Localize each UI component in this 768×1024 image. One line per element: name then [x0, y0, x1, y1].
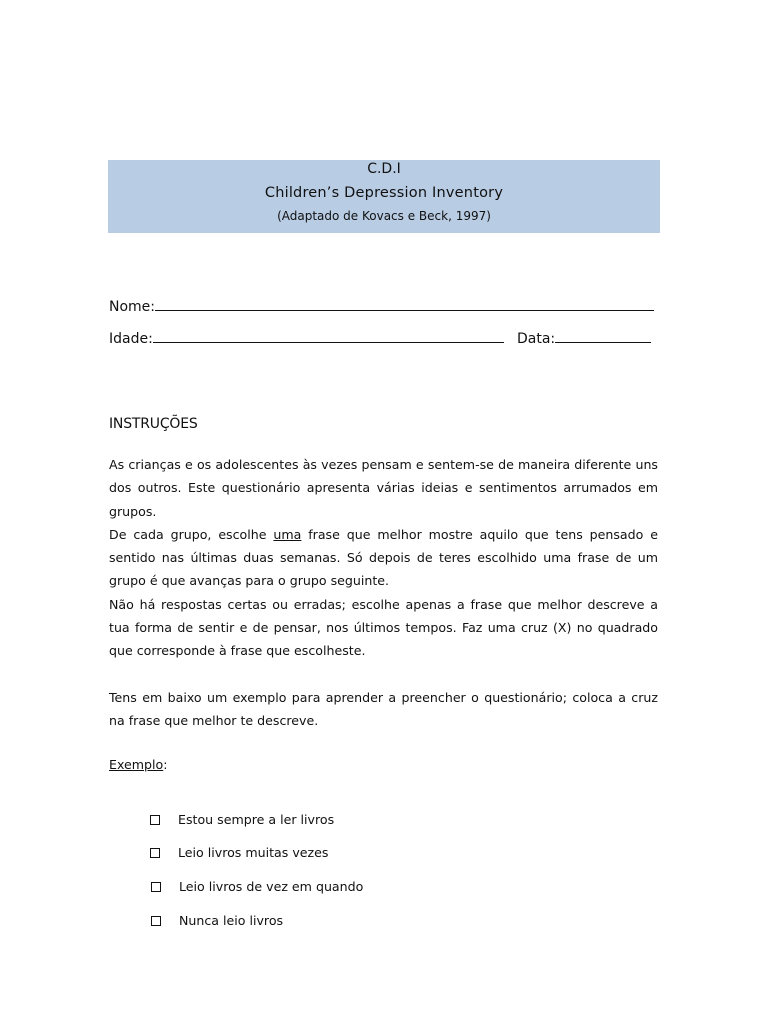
date-field-row	[517, 330, 651, 347]
title-box	[108, 160, 660, 233]
name-label: Nome:	[109, 299, 156, 315]
checkbox[interactable]	[150, 815, 160, 825]
checkbox[interactable]	[150, 848, 160, 858]
age-field[interactable]	[153, 330, 504, 343]
example-option	[151, 913, 283, 928]
instructions-text	[109, 453, 658, 663]
example-option-text: Nunca leio livros	[179, 913, 284, 928]
age-field-row	[109, 330, 504, 347]
title-source: (Adaptado de Kovacs e Beck, 1997)	[277, 209, 491, 223]
example-option-text: Estou sempre a ler livros	[178, 812, 335, 827]
example-label-colon: :	[163, 757, 168, 772]
example-label	[109, 757, 168, 772]
instructions-paragraph-4: Tens em baixo um exemplo para aprender a preencher o questionário; coloca a cruz na frase que melhor te descreve.	[109, 690, 658, 729]
example-label-text: Exemplo	[109, 757, 164, 772]
instructions-paragraph-3: Não há respostas certas ou erradas; escolhe apenas a frase que melhor descreve a tua forma de sentir e de pensar, nos últimos tempos. Faz uma cruz (X) no quadrado que corresponde à frase que escolheste.	[109, 596, 658, 659]
name-field-row	[109, 298, 654, 315]
example-option-text: Leio livros de vez em quando	[179, 879, 364, 894]
example-option	[150, 845, 328, 860]
title-full: Children’s Depression Inventory	[264, 185, 504, 201]
instructions-paragraph-2	[109, 523, 658, 593]
instructions-p2-end: frase que melhor mostre aquilo que tens pensado e sentido nas últimas duas semanas. Só depois de teres escolhido uma frase de um grupo é que avanças para o grupo seguinte.	[109, 526, 658, 589]
emphasis-uma: uma	[273, 526, 302, 542]
instructions-p2-start: De cada grupo, escolhe	[109, 526, 274, 542]
age-label: Idade:	[109, 331, 153, 347]
example-option	[150, 812, 334, 827]
name-field[interactable]	[155, 298, 654, 311]
example-option-text: Leio livros muitas vezes	[178, 845, 329, 860]
instructions-title: INSTRUÇÕES	[109, 416, 198, 432]
date-field[interactable]	[555, 330, 651, 343]
checkbox[interactable]	[151, 916, 161, 926]
date-label: Data:	[517, 331, 556, 347]
instructions-paragraph-1: As crianças e os adolescentes às vezes pensam e sentem-se de maneira diferente uns dos outros. Este questionário apresenta várias ideias e sentimentos arrumados em grupos.	[109, 457, 658, 519]
checkbox[interactable]	[151, 882, 161, 892]
title-acronym: C.D.I	[367, 161, 401, 177]
example-option	[151, 879, 363, 894]
